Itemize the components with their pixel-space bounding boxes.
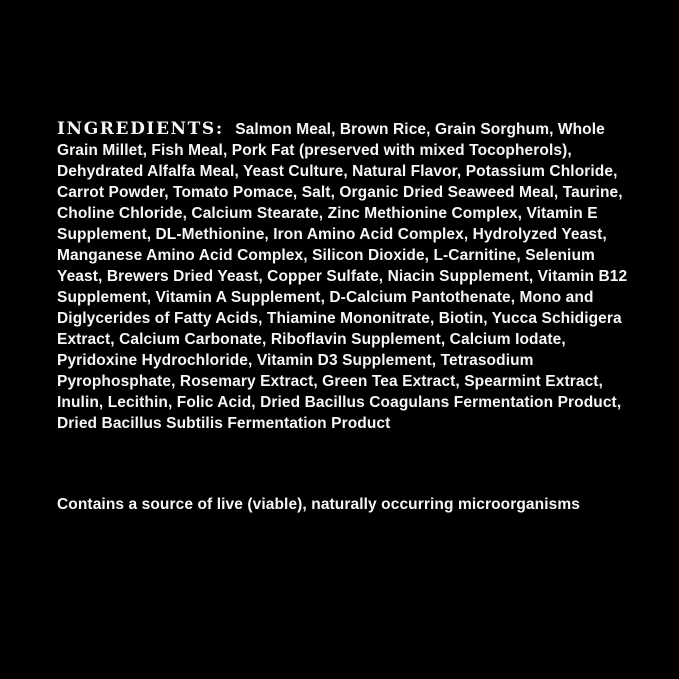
ingredients-heading: INGREDIENTS:: [57, 119, 232, 139]
microorganisms-note: Contains a source of live (viable), naturally occurring microorganisms: [57, 496, 580, 513]
ingredients-list: Salmon Meal, Brown Rice, Grain Sorghum, Whole Grain Millet, Fish Meal, Pork Fat (preserved with mixed Tocopherols), Dehydrated Alfalfa Meal, Yeast Culture, Natural Flavor, Potassium Chloride, Carrot Powder, Tomato Pomace, Salt, Organic Dried Seaweed Meal, Taurine, Choline Chloride, Calcium Stearate, Zinc Methionine Complex, Vitamin E Supplement, DL-Methionine, Iron Amino Acid Complex, Hydrolyzed Yeast, Manganese Amino Acid Complex, Silicon Dioxide, L-Carnitine, Selenium Yeast, Brewers Dried Yeast, Copper Sulfate, Niacin Supplement, Vitamin B12 Supplement, Vitamin A Supplement, D-Calcium Pantothenate, Mono and Diglycerides of Fatty Acids, Thiamine Mononitrate, Biotin, Yucca Schidigera Extract, Calcium Carbonate, Riboflavin Supplement, Calcium Iodate, Pyridoxine Hydrochloride, Vitamin D3 Supplement, Tetrasodium Pyrophosphate, Rosemary Extract, Green Tea Extract, Spearmint Extract, Inulin, Lecithin, Folic Acid, Dried Bacillus Coagulans Fermentation Product, Dried Bacillus Subtilis Fermentation Product: [57, 121, 628, 432]
ingredients-paragraph: [57, 119, 629, 434]
ingredients-label-panel: [57, 119, 629, 513]
